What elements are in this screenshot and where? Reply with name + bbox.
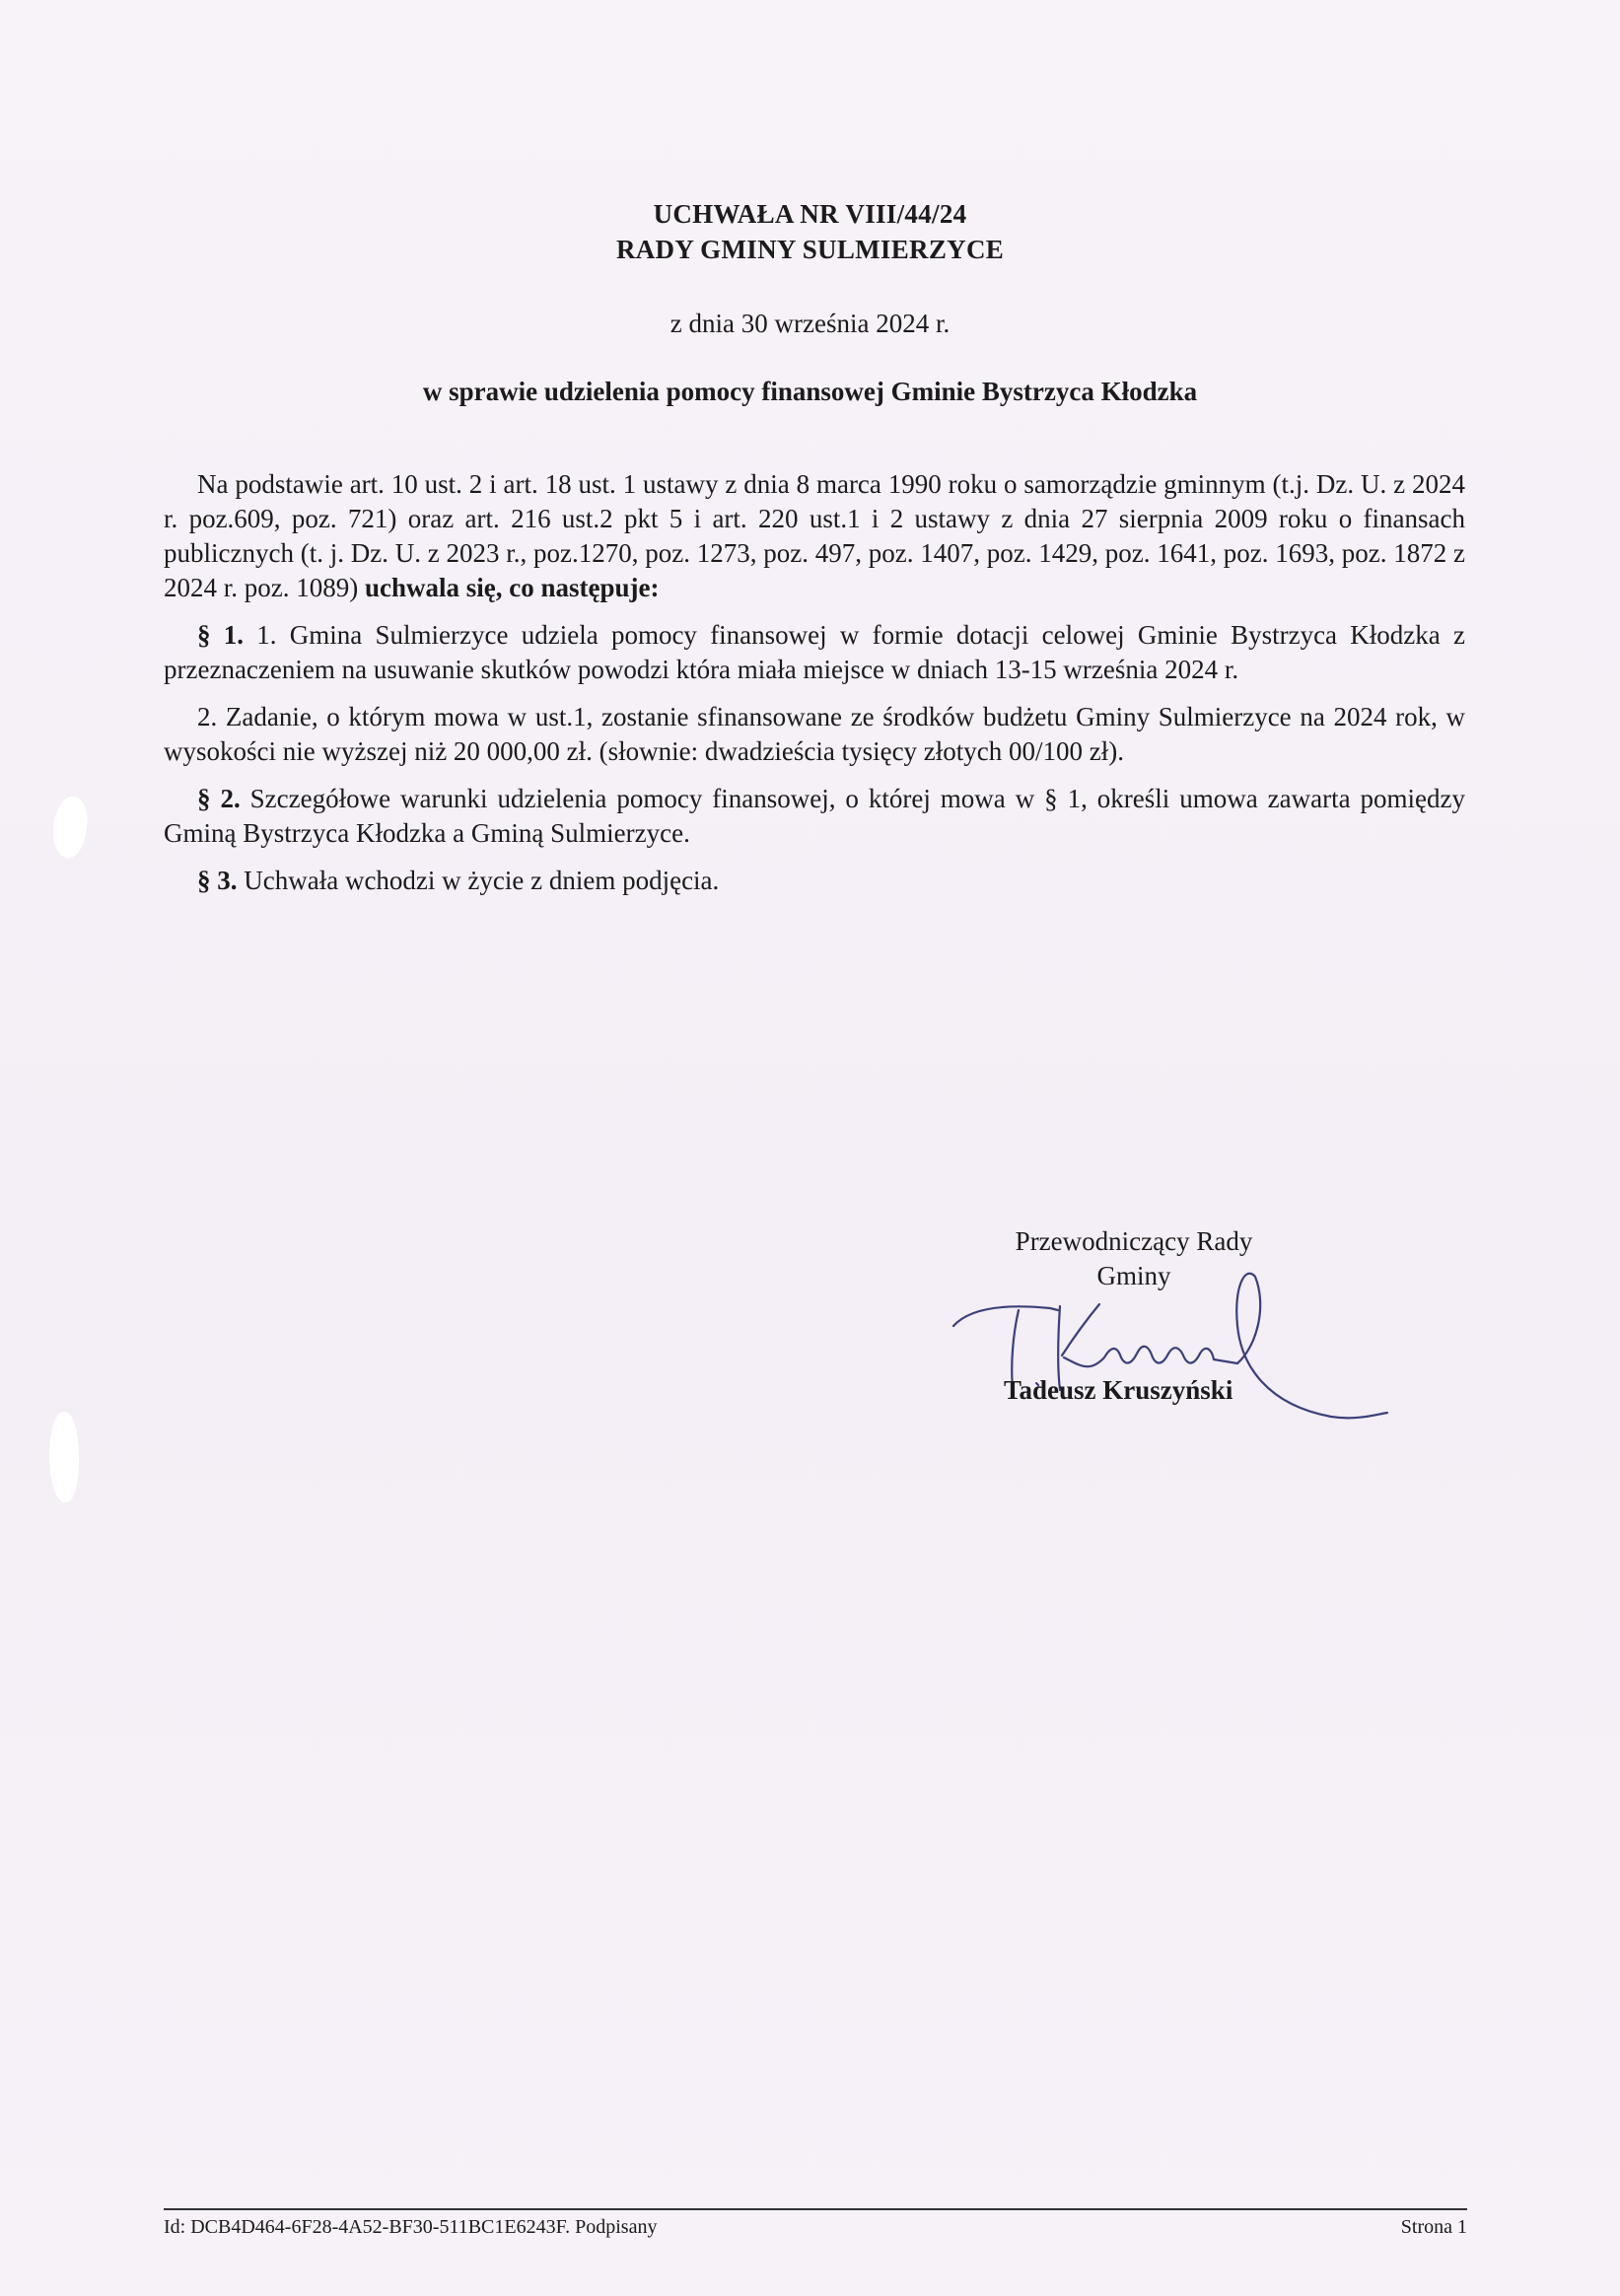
scan-artifact — [49, 1412, 79, 1502]
section-1-marker: § 1. — [197, 620, 245, 650]
signatory-name: Tadeusz Kruszyński — [1004, 1375, 1233, 1405]
section-3-text: Uchwała wchodzi w życie z dniem podjęcia. — [244, 866, 720, 895]
section-2-paragraph — [164, 782, 1465, 851]
scan-artifact — [47, 794, 93, 861]
signatory-role-line-2: Gminy — [1096, 1261, 1171, 1290]
section-1-text-2: 2. Zadanie, o którym mowa w ust.1, zostanie sfinansowane ze środków budżetu Gminy Sulmierzyce na 2024 rok, w wysokości nie wyższej niż 20 000,00 zł. (słownie: dwadzieścia tysięcy złotych 00/100 zł). — [164, 702, 1465, 766]
section-3-marker: § 3. — [197, 866, 238, 895]
signatory-role-line-1: Przewodniczący Rady — [1015, 1226, 1253, 1256]
signature-stroke — [953, 1306, 1058, 1326]
preamble-text: Na podstawie art. 10 ust. 2 i art. 18 ust. 1 ustawy z dnia 8 marca 1990 roku o samorządzie gminnym (t.j. Dz. U. z 2024 r. poz.609, poz. 721) oraz art. 216 ust.2 pkt 5 i art. 220 ust.1 i 2 ustawy z dnia 27 sierpnia 2009 roku o finansach publicznych (t. j. Dz. U. z 2023 r., poz.1270, poz. 1273, poz. 497, poz. 1407, poz. 1429, poz. 1641, poz. 1693, poz. 1872 z 2024 r. poz. 1089) — [164, 469, 1465, 602]
section-1-paragraph-2 — [164, 700, 1465, 769]
section-1-paragraph-1 — [164, 618, 1465, 687]
section-3-paragraph — [164, 864, 1465, 898]
footer-divider — [164, 2208, 1467, 2210]
preamble-paragraph — [164, 467, 1465, 605]
signature-stroke — [1236, 1274, 1387, 1419]
section-1-text-1: 1. Gmina Sulmierzyce udziela pomocy finansowej w formie dotacji celowej Gminie Bystrzyca Kłodzka z przeznaczeniem na usuwanie skutków powodzi która miała miejsce w dniach 13-15 września 2024 r. — [164, 620, 1466, 684]
signature-stroke — [1064, 1347, 1237, 1366]
preamble-enactment: uchwala się, co następuje: — [364, 573, 660, 602]
resolution-date: z dnia 30 września 2024 r. — [669, 309, 951, 338]
page-number: Strona 1 — [1400, 2216, 1467, 2238]
resolution-number: UCHWAŁA NR VIII/44/24 — [653, 199, 967, 229]
resolution-subject: w sprawie udzielenia pomocy finansowej Gminie Bystrzyca Kłodzka — [422, 377, 1198, 406]
document-id: Id: DCB4D464-6F28-4A52-BF30-511BC1E6243F. Podpisany — [164, 2216, 658, 2238]
council-name: RADY GMINY SULMIERZYCE — [615, 235, 1005, 264]
section-2-marker: § 2. — [197, 784, 241, 813]
section-2-text: Szczegółowe warunki udzielenia pomocy finansowej, o której mowa w § 1, określi umowa zawarta pomiędzy Gminą Bystrzyca Kłodzka a Gminą Sulmierzyce. — [164, 784, 1466, 848]
signature-stroke — [1062, 1304, 1099, 1356]
resolution-body — [164, 467, 1465, 911]
